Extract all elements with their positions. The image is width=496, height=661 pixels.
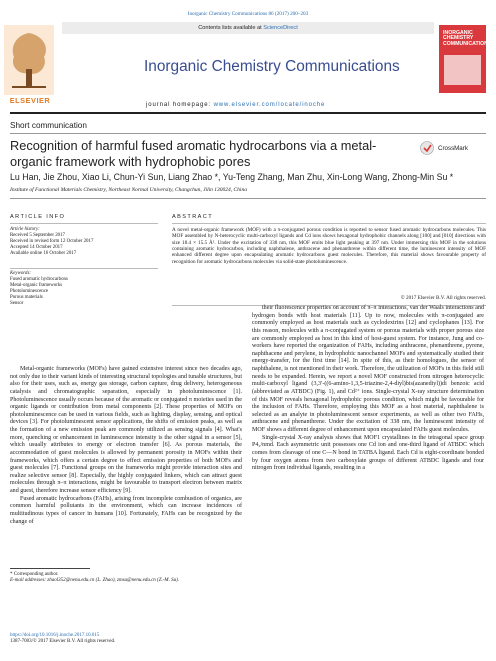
contents-bar: Contents lists available at ScienceDirect [62,22,434,34]
elsevier-tree-logo [4,25,54,95]
keyword: Sensor [10,301,24,307]
email-addresses: E-mail addresses: zhaol352@nenu.edu.cn (L. Zhao), zmsu@nenu.edu.cn (Z.-M. Su). [10,578,179,584]
doi-link[interactable]: https://doi.org/10.1016/j.inoche.2017.10.015 [10,633,100,638]
body-paragraph: Fused aromatic hydrocarbons (FAHs), arising from incomplete combustion of organics, are common harmful pollutants in the environment, which can increase incidences of multitudinous types of cancer in humans [10]. Fortunately, FAHs can be recognized by the change of [10,495,242,525]
body-column-right [252,305,484,473]
keyword: Porous materials [10,295,43,301]
body-column-left [10,366,242,526]
abstract-heading: ABSTRACT [172,214,214,220]
crossmark-label: CrossMark [438,144,468,152]
divider [172,223,486,224]
doi-block [10,633,242,646]
issn-line: 1387-7003/© 2017 Elsevier B.V. All rights reserved. [10,639,116,645]
history-heading: Article history: [10,227,40,232]
journal-reference: Inorganic Chemistry Communications 86 (2017) 200–203 [187,11,309,17]
article-info-heading: ARTICLE INFO [10,214,66,220]
footnote-divider [10,568,90,569]
keyword: Metal-organic frameworks [10,283,63,289]
article-title: Recognition of harmful fused aromatic hydrocarbons via a metal-organic framework with hydrophobic pores [10,138,377,169]
abstract-text: A novel metal-organic framework (MOF) with a π-conjugated porous condition is reported to sensor fused aromatic hydrocarbons molecules. This MOF assembled by N-heterocyclic multi-carboxyl ligands and Cd ions shows hexagonal hydrophobic channels along [100] and [010] directions with size 18.4 × 15.5 Å². Under the excitation of 338 nm, this MOF emits blue light peaking at 397 nm. Under immersing this MOF in the solutions containing aromatic hydrocarbon, including naphthalene, anthracene and phenanthrene within different time, the luminescent intensity of MOF enhanced different degree upon encapsulating aromatic hydrocarbons guest molecules. Therefore, this material shows favourable property of recognition for aromatic hydrocarbons molecules via solid-state photoluminescence. [172,227,486,265]
body-paragraph: Single-crystal X-ray analysis shows that MOF1 crystallines in the tetragonal space group P4₂/nmd. Each asymmetric unit possesses one Cd ion and one-third ligand of ATBDC which comes from cleavage of one C—N bond in TATBA ligand. Each Cd is eight-coordinate bonded by four oxygen atoms from two carboxylate groups of different ATBDC ligands and four nitrogen from individual ligands, resulting in a [252,434,484,472]
divider [10,223,158,224]
article-history [10,227,158,257]
publisher-name: ELSEVIER [9,96,51,105]
divider [10,268,158,269]
footnote [10,572,242,585]
journal-cover-thumbnail [439,25,492,93]
keyword: Photoluminescence [10,289,49,295]
cover-title: INORGANIC CHEMISTRY COMMUNICATIONS [443,30,492,47]
body-paragraph: their fluorescence properties on account of π–π interactions, van der Waals interactions and hydrogen bonds with host materials [11]. Up to now, molecules with π-conjugated are commonly employed as host materials such as cyclodextrins [12] and cyclophanes [13]. For this reason, molecules with a π-conjugated system or porous materials with proper porous size are commonly employed as host in this kind of host-guest system. For instance, Jung and co-workers have reported the organization of FAHs, including anthracene, phenanthrene, pyrene, naphthacene and perylene, in hydrophobic nanochannel MOFs and systematically studied their energy-transfer, for the first time [14]. In spite of this, as their homologues, the sensor of naphthalene, is not mentioned in their work. Therefore, the utilization of MOFs in this field still needs to be expanded. Herein, we report a novel MOF constructed from nitrogen heterocyclic multi-carboxyl ligand (3,3′-((6-amino-1,3,5-triazine-2,4-diyl)bis(azanediyl))di benzoic acid (abbreviated as ATBDC) (Fig. 1), and Cd²⁺ ions. Single-crystal X-ray structure determination of this MOF reveals hexagonal hydrophobic porous condition, which might be favourable for the inclusion of FAHs. Therefore, employing this MOF as a host material, naphthalene is selected as an analyte in photoluminescent sensor experiments, as well as other two FAHs, anthracene and phenanthrene. Under the excitation of 338 nm, the luminescent intensity of MOF shows a different degree of enhancement upon encapsulated FAHs guest molecules. [252,305,484,433]
history-item: Available online 16 October 2017 [10,251,77,257]
affiliation: Institute of Functional Materials Chemistry, Northeast Normal University, Changchun, Jilin 130024, China [10,187,247,193]
keywords [10,271,158,308]
keyword: Fused aromatic hydrocarbons [10,277,68,283]
journal-title: Inorganic Chemistry Communications [144,58,400,75]
homepage-link[interactable]: www.elsevier.com/locate/inoche [213,102,326,108]
crossmark-icon [420,141,434,155]
header-divider [10,112,486,114]
crossmark-badge[interactable] [420,139,482,153]
divider [10,133,486,134]
abstract-copyright: © 2017 Elsevier B.V. All rights reserved. [400,295,486,301]
history-item: Received in revised form 12 October 2017 [10,239,94,245]
corresponding-author-note: * Corresponding author. [10,572,59,577]
history-item: Received 5 September 2017 [10,233,66,239]
journal-homepage: journal homepage: www.elsevier.com/locate/inoche [146,102,326,108]
history-item: Accepted 14 October 2017 [10,245,63,251]
cover-image [444,55,481,85]
sciencedirect-link[interactable]: ScienceDirect [263,25,298,31]
journal-header [62,22,434,110]
divider [10,198,486,199]
section-label: Short communication [10,121,87,130]
body-paragraph: Metal-organic frameworks (MOFs) have gained extensive interest since two decades ago, not only due to their variant kinds of interesting structural topologies and tunable structures, but also for their uses, such as, energy gas storage, carbon capture, drug delivery, heterogeneous catalysis and chromatographic separation, especially in photoluminescence [1]. Photoluminescence usually occurs because of the aromatic or conjugated π moieties used in the organic ligands or contribution from metal components [2]. These properties of MOFs on photoluminescence can be used in various fields, such as lighting, display, sensing, and optical devices [3]. For photoluminescent sensor applications, the shifts of emission peaks, as well as the formation of a new emission peak are commonly utilized as sensing signals [4]. What's more, quenching or enhancement in luminescence intensity is the other signal in a sensor [5], which usually attributes to energy or electron transfer [6]. As porous materials, the accommodation of guest molecules is allowed by permanent porosity in MOFs within their frameworks, which offers a certain degree to effect emission properties of both MOFs and guest molecules [7]. Functional groups on the frameworks might provide interaction sites and realize selective sensor [8]. Especially, the highly conjugated linkers, which can attract guest molecules through π–π interactions, might be favourable to transport electron between matrix and guest, therefore increase sensor efficiency [9]. [10,366,242,494]
keywords-heading: Keywords: [10,271,32,276]
author-list: Lu Han, Jie Zhou, Xiao Li, Chun-Yi Sun, Liang Zhao *, Yu-Teng Zhang, Man Zhu, Xin-Long Wang, Zhong-Min Su * [10,172,454,182]
